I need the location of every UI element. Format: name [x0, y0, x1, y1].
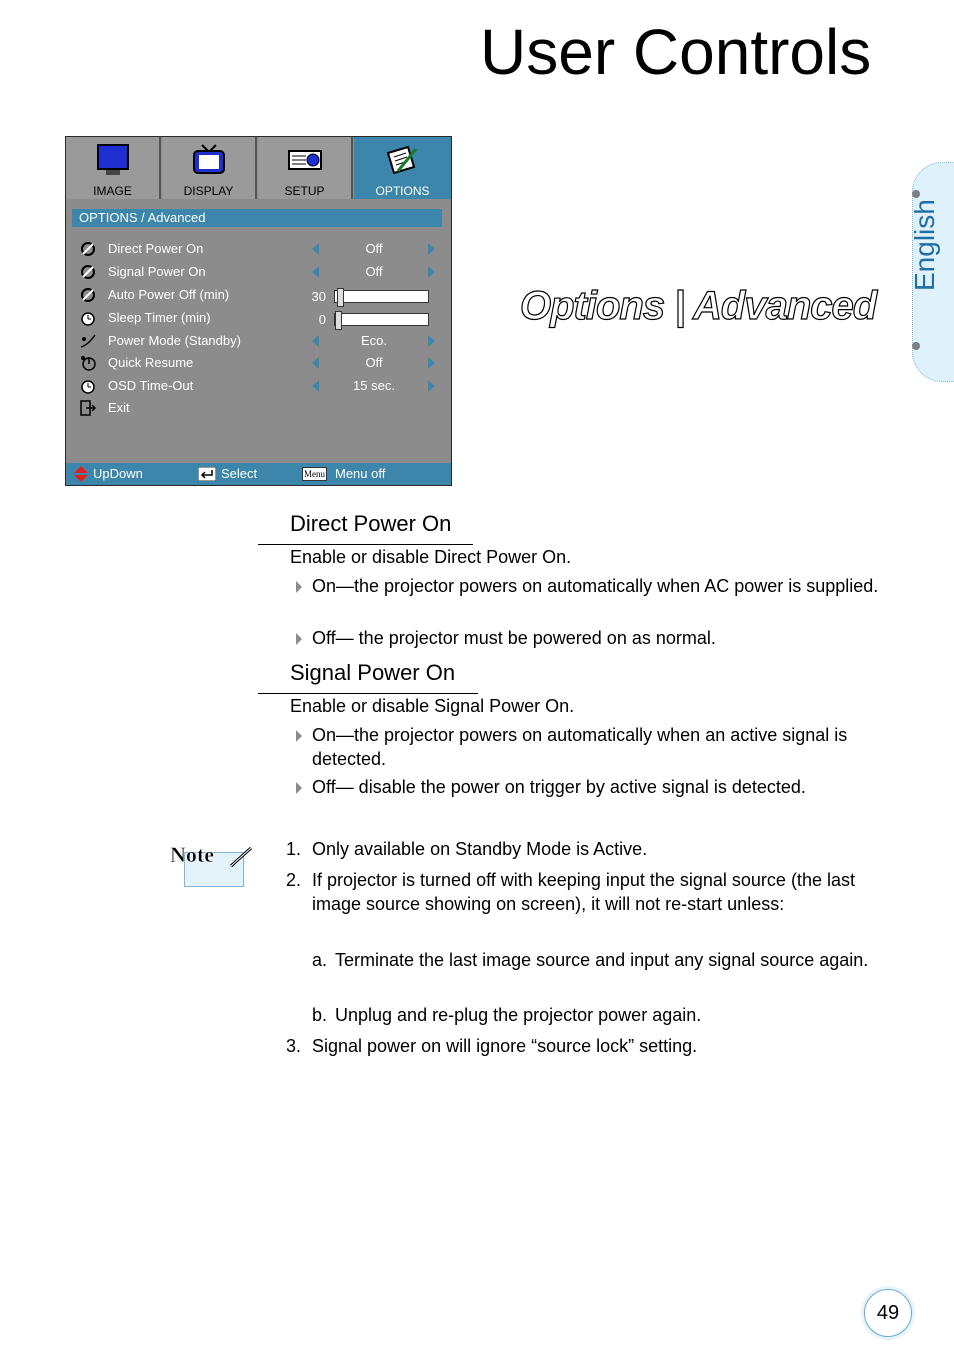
- plug-icon: [80, 287, 96, 303]
- osd-row-value: 0: [318, 312, 326, 327]
- bullet-arrow-icon: [296, 730, 302, 742]
- bullet-arrow-icon: [296, 782, 302, 794]
- note-text: Only available on Standby Mode is Active.: [312, 839, 648, 859]
- left-arrow-icon[interactable]: [312, 243, 319, 255]
- osd-tab-label: SETUP: [284, 184, 325, 198]
- osd-menu: [65, 136, 452, 486]
- power-run-icon: [80, 355, 96, 371]
- note-letter: b.: [312, 1005, 328, 1025]
- footer-menu-off-label: Menu off: [335, 466, 386, 481]
- osd-row-label: Quick Resume: [108, 355, 194, 370]
- osd-row-value: Off: [365, 355, 383, 370]
- footer-updown-label: UpDown: [93, 466, 143, 481]
- pen-icon: [228, 844, 254, 870]
- osd-row-label: Direct Power On: [108, 241, 204, 256]
- bullet-arrow-icon: [296, 633, 302, 645]
- section-intro: Enable or disable Signal Power On.: [290, 696, 575, 716]
- osd-tab-options[interactable]: [354, 137, 451, 199]
- note-number: 2.: [286, 870, 302, 890]
- osd-tab-label: OPTIONS: [375, 184, 430, 198]
- note-text: Signal power on will ignore “source lock” setting.: [312, 1036, 698, 1056]
- note-logo: Note: [170, 842, 214, 867]
- osd-tab-display[interactable]: [162, 137, 257, 199]
- osd-row-label: OSD Time-Out: [108, 378, 194, 393]
- osd-row-value: Off: [365, 264, 383, 279]
- osd-row-label: Exit: [108, 400, 130, 415]
- notepad-pen-icon: [384, 143, 418, 177]
- osd-row-quick-resume[interactable]: [78, 353, 443, 375]
- bullet-text: Off— the projector must be powered on as normal.: [312, 628, 716, 648]
- bullet-text: Off— disable the power on trigger by active signal is detected.: [312, 777, 806, 797]
- slider-track[interactable]: [334, 290, 429, 303]
- slider-track[interactable]: [334, 313, 429, 326]
- left-arrow-icon[interactable]: [312, 335, 319, 347]
- projector-icon: [288, 143, 322, 177]
- page-title: User Controls: [480, 16, 872, 88]
- footer-select-label: Select: [221, 466, 258, 481]
- clock-icon: [80, 378, 96, 394]
- slider-thumb[interactable]: [337, 288, 344, 307]
- note-number: 3.: [286, 1036, 302, 1056]
- osd-row-value: Eco.: [360, 333, 387, 348]
- osd-row-power-mode[interactable]: [78, 331, 443, 353]
- bullet-text: On—the projector powers on automatically when AC power is supplied.: [312, 576, 879, 596]
- osd-row-value: Off: [365, 241, 383, 256]
- section-heading-signal-power-on: Signal Power On: [290, 660, 456, 685]
- right-arrow-icon[interactable]: [428, 243, 435, 255]
- bullet-arrow-icon: [296, 581, 302, 593]
- left-arrow-icon[interactable]: [312, 357, 319, 369]
- section-heading-direct-power-on: Direct Power On: [290, 511, 452, 536]
- language-label: English: [909, 199, 940, 291]
- section-title: Options | Advanced: [520, 284, 877, 328]
- osd-row-label: Sleep Timer (min): [108, 310, 211, 325]
- exit-icon: [80, 400, 96, 416]
- osd-row-exit[interactable]: [78, 398, 443, 420]
- slider-thumb[interactable]: [335, 311, 342, 330]
- osd-row-sleep-timer[interactable]: [78, 308, 443, 330]
- left-arrow-icon[interactable]: [312, 380, 319, 392]
- osd-row-osd-timeout[interactable]: [78, 376, 443, 398]
- right-arrow-icon[interactable]: [428, 357, 435, 369]
- power-curve-icon: [80, 333, 96, 349]
- note-number: 1.: [286, 839, 302, 859]
- updown-arrows-icon: [74, 466, 88, 482]
- note-text: If projector is turned off with keeping input the signal source (the last image source showing on screen), it will not re-start unless:: [312, 870, 855, 914]
- clock-icon: [80, 310, 96, 326]
- monitor-icon: [96, 143, 130, 177]
- osd-tab-label: IMAGE: [93, 184, 132, 198]
- osd-row-label: Power Mode (Standby): [108, 333, 241, 348]
- note-text: Unplug and re-plug the projector power again.: [335, 1005, 702, 1025]
- osd-tab-setup[interactable]: [258, 137, 353, 199]
- osd-row-label: Signal Power On: [108, 264, 206, 279]
- right-arrow-icon[interactable]: [428, 266, 435, 278]
- left-arrow-icon[interactable]: [312, 266, 319, 278]
- osd-row-signal-power-on[interactable]: [78, 262, 443, 284]
- tab-dot-top: [912, 190, 920, 198]
- right-arrow-icon[interactable]: [428, 335, 435, 347]
- bullet-text: On—the projector powers on automatically when an active signal is detected.: [312, 725, 848, 769]
- osd-row-label: Auto Power Off (min): [108, 287, 230, 302]
- section-intro: Enable or disable Direct Power On.: [290, 547, 572, 567]
- right-arrow-icon[interactable]: [428, 380, 435, 392]
- osd-tab-label: DISPLAY: [183, 184, 234, 198]
- enter-key-icon: [198, 467, 216, 481]
- plug-icon: [80, 241, 96, 257]
- osd-breadcrumb: OPTIONS / Advanced: [72, 209, 442, 227]
- osd-row-direct-power-on[interactable]: [78, 239, 443, 261]
- osd-row-auto-power-off[interactable]: [78, 285, 443, 307]
- note-text: Terminate the last image source and input any signal source again.: [335, 950, 869, 970]
- page-number: 49: [864, 1289, 912, 1337]
- tv-icon: [192, 143, 226, 177]
- osd-row-value: 15 sec.: [353, 378, 395, 393]
- note-letter: a.: [312, 950, 328, 970]
- osd-row-value: 30: [311, 289, 326, 304]
- plug-icon: [80, 264, 96, 280]
- tab-dot-bottom: [912, 342, 920, 350]
- osd-tab-image[interactable]: [66, 137, 161, 199]
- osd-footer: [66, 463, 451, 485]
- menu-key-icon: Menu: [304, 469, 325, 479]
